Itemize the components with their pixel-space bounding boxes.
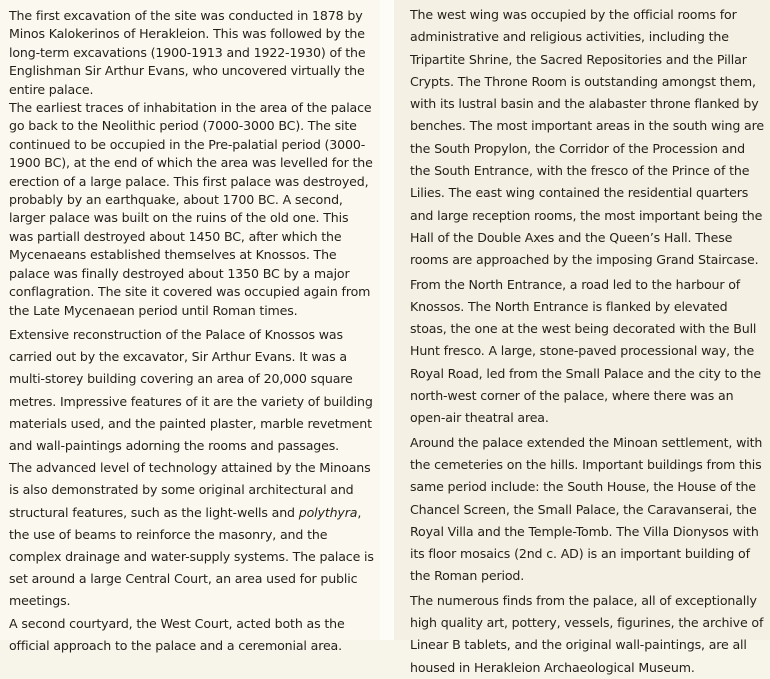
column-gutter [380, 0, 394, 640]
paragraph-north-entrance: From the North Entrance, a road led to the harbour of Knossos. The North Entrance is flanked by elevated stoas, the one at the west being decorated with the Bull Hunt fresco. A large, stone-paved processional way, the Royal Road, led from the Small Palace and the city to the north-west corner of the palace, where there was an open-air theatral area. [410, 276, 761, 426]
technology-text-end: , the use of beams to reinforce the masonry, and the complex drainage and water-supply systems. The palace is set around a large Central Court, an area used for public meetings. [9, 504, 374, 609]
left-block-1 [9, 7, 374, 320]
paragraph-wings: The west wing was occupied by the official rooms for administrative and religious activities, including the Tripartite Shrine, the Sacred Repositories and the Pillar Crypts. The Throne Room is outstanding amongst them, with its lustral basin and the alabaster throne flanked by benches. The most important areas in the south wing are the South Propylon, the Corridor of the Procession and the South Entrance, with the fresco of the Prince of the Lilies. The east wing contained the residential quarters and large reception rooms, the most important being the Hall of the Double Axes and the Queen’s Hall. These rooms are approached by the imposing Grand Staircase. [410, 7, 764, 268]
technology-italic-term: polythyra [298, 504, 358, 520]
paragraph-finds: The numerous finds from the palace, all of exceptionally high quality art, pottery, vessels, figurines, the archive of Linear B tablets, and the original wall-paintings, are all housed in Herakleion Archaeological Museum. [410, 592, 764, 675]
right-column [394, 0, 770, 675]
paragraph-reconstruction: Extensive reconstruction of the Palace of Knossos was carried out by the excavator, Sir Arthur Evans. It was a multi-storey building covering an area of 20,000 square metres. Impressive features of it are the variety of building materials used, and the painted plaster, marble revetment and wall-paintings adorning the rooms and passages. [9, 326, 373, 453]
technology-text-start: The advanced level of technology attained by the Minoans is also demonstrated by some original architectural and structural features, such as the light-wells and [9, 460, 371, 520]
paragraph-excavation-history: The first excavation of the site was conducted in 1878 by Minos Kalokerinos of Herakleion. This was followed by the long-term excavations (1900-1913 and 1922-1930) of the Englishman Sir Arthur Evans, who uncovered virtually the entire palace. [9, 8, 366, 97]
paragraph-inhabitation-history: The earliest traces of inhabitation in the area of the palace go back to the Neolithic period (7000-3000 BC). The site continued to be occupied in the Pre-palatial period (3000-1900 BC), at the end of which the area was levelled for the erection of a large palace. This first palace was destroyed, probably by an earthquake, about 1700 BC. A second, larger palace was built on the ruins of the old one. This was partiall destroyed about 1450 BC, after which the Mycenaeans established themselves at Knossos. The palace was finally destroyed about 1350 BC by a major conflagration. The site it covered was occupied again from the Late Mycenaean period until Roman times. [9, 100, 373, 318]
left-block-2 [9, 324, 374, 657]
paragraph-west-court: A second courtyard, the West Court, acted both as the official approach to the palace and a ceremonial area. [9, 615, 345, 653]
paragraph-settlement: Around the palace extended the Minoan settlement, with the cemeteries on the hills. Important buildings from this same period include: the South House, the House of the Chancel Screen, the Small Palace, the Caravanserai, the Royal Villa and the Temple-Tomb. The Villa Dionysos with its floor mosaics (2nd c. AD) is an important building of the Roman period. [410, 434, 763, 584]
paragraph-technology [9, 457, 374, 612]
left-column [0, 0, 380, 653]
